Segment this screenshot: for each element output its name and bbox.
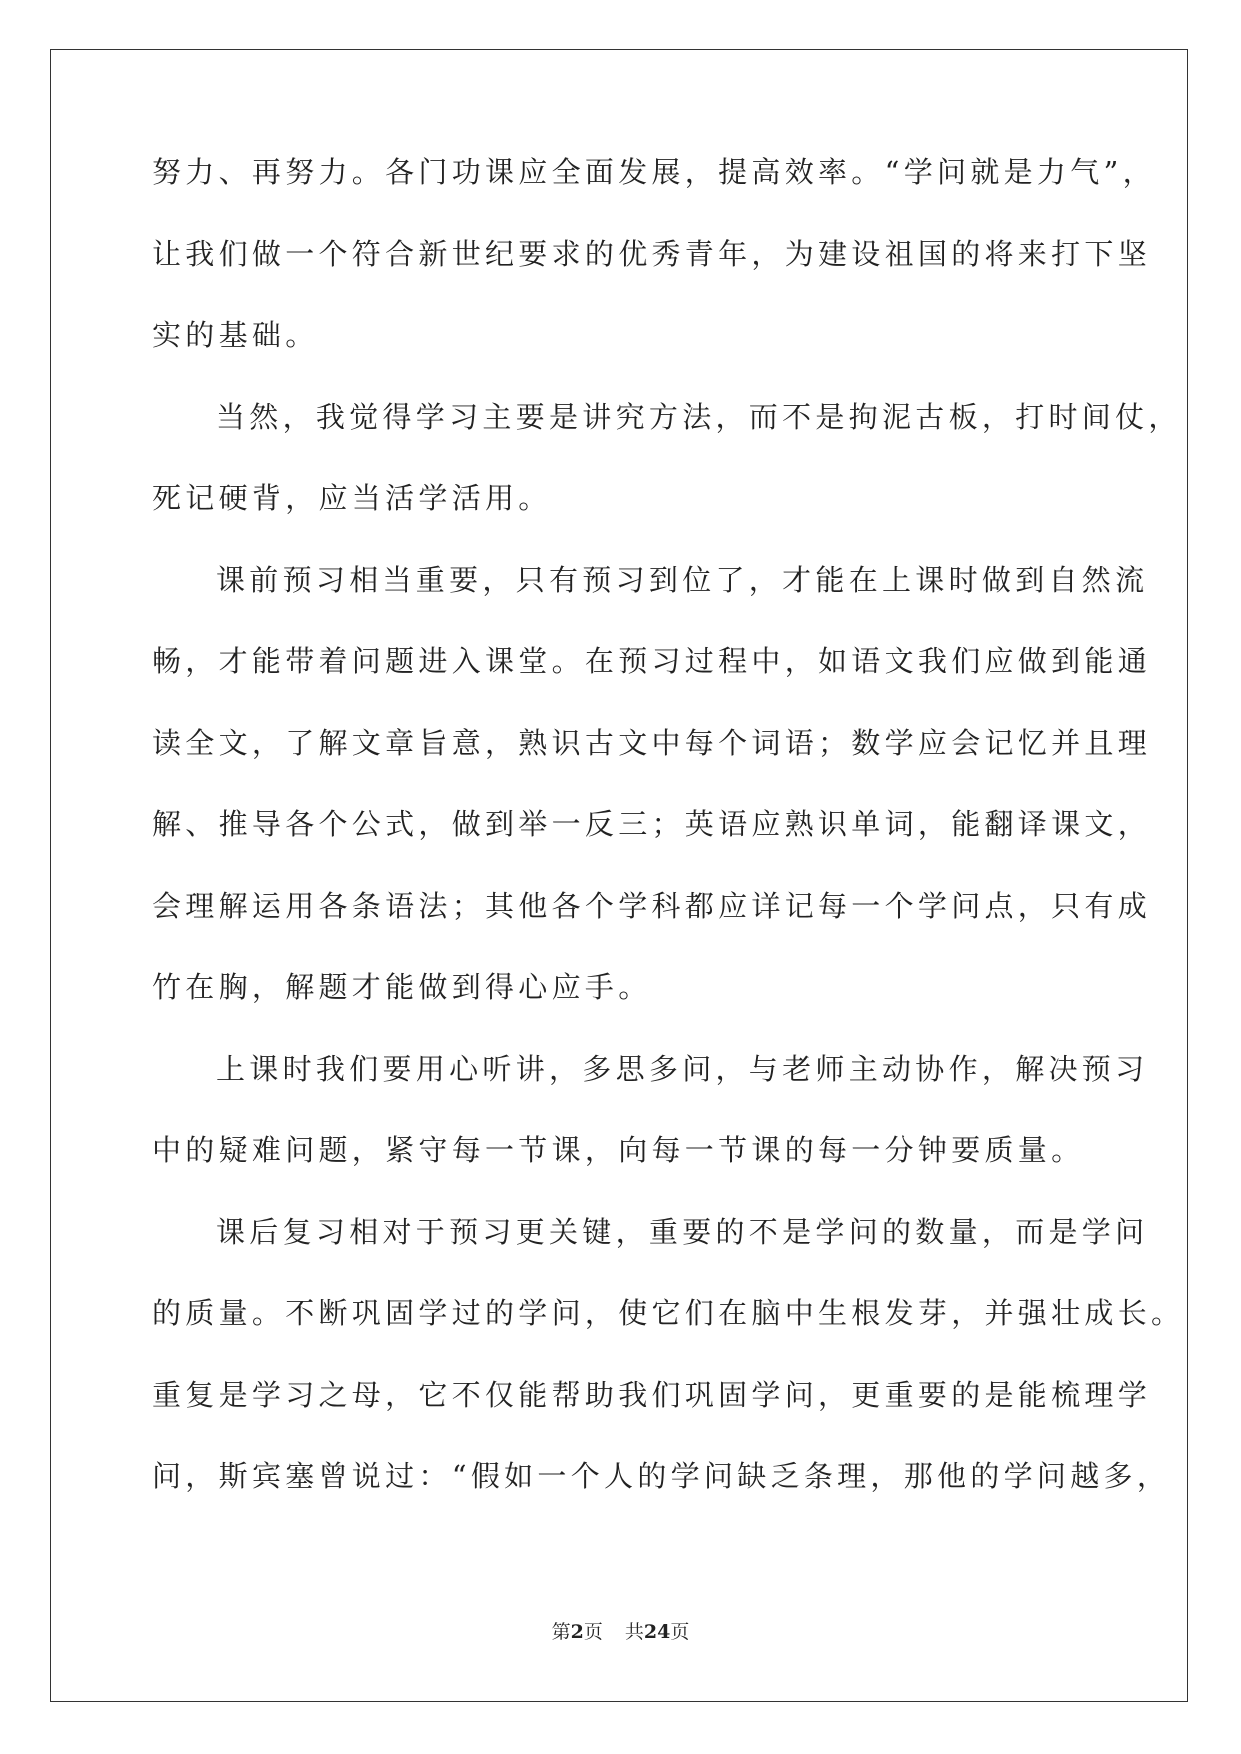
text-line: 实的基础。 (152, 318, 319, 352)
text-line: 问，斯宾塞曾说过：“假如一个人的学问缺乏条理，那他的学问越多， (152, 1459, 1171, 1493)
text-line: 中的疑难问题，紧守每一节课，向每一节课的每一分钟要质量。 (152, 1133, 1085, 1167)
page-footer (0, 1617, 1241, 1644)
page-number: 2 (570, 1621, 584, 1643)
total-prefix: 共 (624, 1621, 644, 1643)
text-line: 读全文，了解文章旨意，熟识古文中每个词语；数学应会记忆并且理 (152, 725, 1152, 760)
paragraph-first-line: 课前预习相当重要，只有预习到位了，才能在上课时做到自然流 (216, 562, 1149, 597)
text-line: 会理解运用各条语法；其他各个学科都应详记每一个学问点，只有成 (152, 888, 1152, 923)
page-prefix: 第 (551, 1621, 571, 1643)
total-suffix: 页 (670, 1621, 690, 1643)
paragraph-first-line: 课后复习相对于预习更关键，重要的不是学问的数量，而是学问 (216, 1214, 1149, 1249)
text-line: 竹在胸，解题才能做到得心应手。 (152, 970, 652, 1004)
text-line: 死记硬背，应当活学活用。 (152, 481, 552, 515)
text-line: 的质量。不断巩固学过的学问，使它们在脑中生根发芽，并强壮成长。 (152, 1296, 1185, 1330)
document-body (152, 152, 1185, 1538)
paragraph-first-line: 上课时我们要用心听讲，多思多问，与老师主动协作，解决预习 (216, 1051, 1149, 1086)
text-line: 解、推导各个公式，做到举一反三；英语应熟识单词，能翻译课文， (152, 807, 1152, 841)
paragraph-first-line: 当然，我觉得学习主要是讲究方法，而不是拘泥古板，打时间仗， (216, 399, 1182, 434)
text-line: 重复是学习之母，它不仅能帮助我们巩固学问，更重要的是能梳理学 (152, 1377, 1152, 1412)
total-pages: 24 (643, 1621, 671, 1643)
page-suffix: 页 (583, 1621, 603, 1643)
text-line: 让我们做一个符合新世纪要求的优秀青年，为建设祖国的将来打下坚 (152, 236, 1152, 271)
text-line: 畅，才能带着问题进入课堂。在预习过程中，如语文我们应做到能通 (152, 644, 1152, 678)
text-line: 努力、再努力。各门功课应全面发展，提高效率。“学问就是力气”， (152, 155, 1156, 189)
